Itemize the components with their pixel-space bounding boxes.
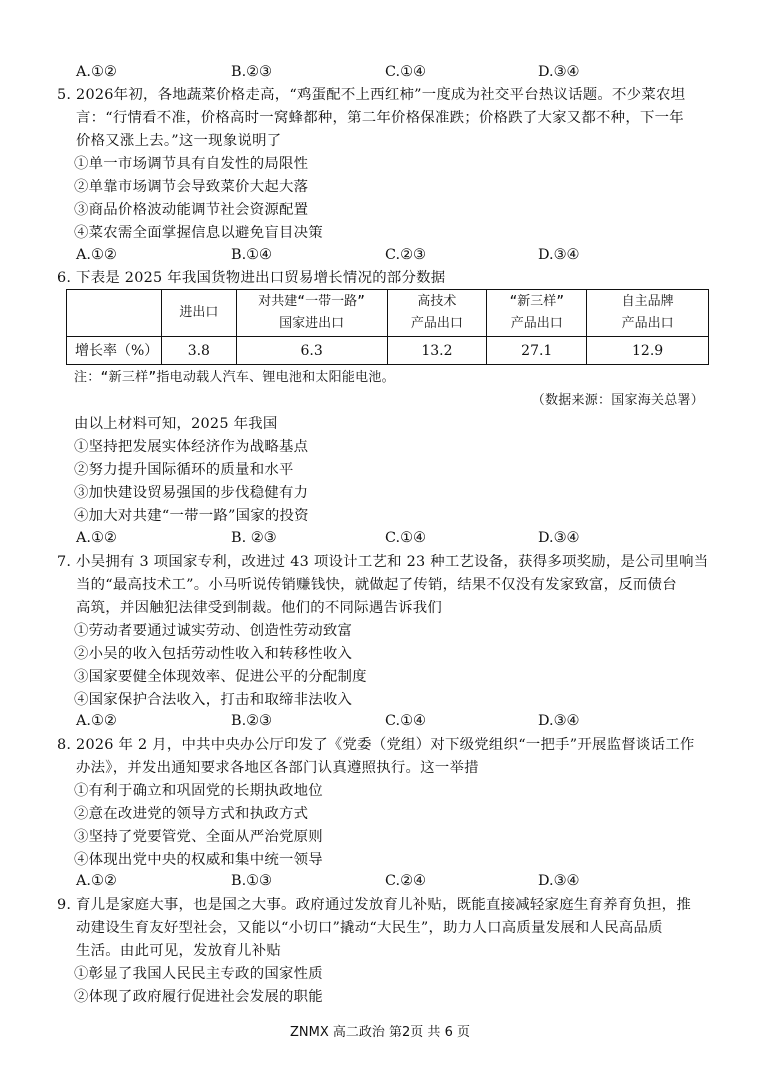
q7-stem-line-2: 当的“最高技术工”。小马听说传销赚钱快，就做起了传销，结果不仅没有发家致富，反而债台 bbox=[76, 577, 677, 593]
q9-item-1: ①彰显了我国人民民主专政的国家性质 bbox=[74, 966, 323, 982]
q9-stem-line-3: 生活。由此可见，发放育儿补贴 bbox=[76, 943, 281, 959]
q5-item-4: ④菜农需全面掌握信息以避免盲目决策 bbox=[74, 225, 323, 241]
q7-option-c: C.①④ bbox=[385, 713, 426, 729]
q5-stem-line-1: 5. 2026年初，各地蔬菜价格走高，“鸡蛋配不上西红柿”一度成为社交平台热议话题。不少菜农坦 bbox=[57, 87, 686, 103]
q5-option-d: D.③④ bbox=[538, 247, 580, 263]
q8-item-4: ④体现出党中央的权威和集中统一领导 bbox=[74, 852, 323, 868]
q7-stem-line-1: 7. 小吴拥有 3 项国家专利，改进过 43 项设计工艺和 23 种工艺设备，获得多项奖励，是公司里响当 bbox=[57, 554, 709, 570]
q6-option-c: C.①④ bbox=[385, 530, 426, 546]
q7-option-b: B.②③ bbox=[231, 713, 272, 729]
table-row-label: 增长率（%） bbox=[67, 337, 162, 365]
q6-option-b: B. ②③ bbox=[231, 530, 277, 546]
q5-stem-line-2: 言：“行情看不准，价格高时一窝蜂都种，第二年价格保准跌；价格跌了大家又都不种，下一年 bbox=[76, 110, 684, 126]
q4-option-a: A.①② bbox=[76, 64, 117, 80]
q5-item-2: ②单靠市场调节会导致菜价大起大落 bbox=[74, 179, 309, 195]
q7-stem-line-3: 高筑，并因触犯法律受到制裁。他们的不同际遇告诉我们 bbox=[76, 600, 443, 616]
q8-stem-line-2: 办法》，并发出通知要求各地区各部门认真遵照执行。这一举措 bbox=[76, 760, 479, 776]
table-header-cell: 高技术 产品出口 bbox=[387, 290, 487, 337]
q6-item-2: ②努力提升国际循环的质量和水平 bbox=[74, 462, 294, 478]
q7-option-a: A.①② bbox=[76, 713, 117, 729]
table-header-cell: “新三样” 产品出口 bbox=[487, 290, 587, 337]
q5-option-b: B.①④ bbox=[231, 247, 272, 263]
trade-growth-table bbox=[66, 289, 709, 365]
q6-item-4: ④加大对共建“一带一路”国家的投资 bbox=[74, 508, 309, 524]
q6-item-3: ③加快建设贸易强国的步伐稳健有力 bbox=[74, 485, 309, 501]
q8-item-3: ③坚持了党要管党、全面从严治党原则 bbox=[74, 829, 323, 845]
table-header-cell: 对共建“一带一路” 国家进出口 bbox=[236, 290, 387, 337]
q8-item-1: ①有利于确立和巩固党的长期执政地位 bbox=[74, 783, 323, 799]
table-note: 注：“新三样”指电动载人汽车、锂电池和太阳能电池。 bbox=[74, 370, 395, 385]
table-header-cell: 自主品牌 产品出口 bbox=[587, 290, 709, 337]
table-cell: 12.9 bbox=[587, 337, 709, 365]
q7-item-4: ④国家保护合法收入，打击和取缔非法收入 bbox=[74, 692, 353, 708]
table-header-cell: 进出口 bbox=[161, 290, 236, 337]
table-cell: 27.1 bbox=[487, 337, 587, 365]
q9-item-2: ②体现了政府履行促进社会发展的职能 bbox=[74, 989, 323, 1005]
q8-option-d: D.③④ bbox=[538, 873, 580, 889]
table-header-row bbox=[67, 290, 709, 337]
q5-stem-line-3: 价格又涨上去。”这一现象说明了 bbox=[76, 133, 282, 149]
table-row bbox=[67, 337, 709, 365]
q6-item-1: ①坚持把发展实体经济作为战略基点 bbox=[74, 439, 309, 455]
q8-option-c: C.②④ bbox=[385, 873, 426, 889]
table-source: （数据来源：国家海关总署） bbox=[531, 393, 704, 408]
q7-item-3: ③国家要健全体现效率、促进公平的分配制度 bbox=[74, 669, 367, 685]
page-footer: ZNMX 高二政治 第2页 共 6 页 bbox=[290, 1025, 470, 1040]
table-corner-cell bbox=[67, 290, 162, 337]
q9-stem-line-2: 动建设生育友好型社会，又能以“小切口”撬动“大民生”，助力人口高质量发展和人民高品质 bbox=[76, 920, 663, 936]
q8-option-b: B.①③ bbox=[231, 873, 272, 889]
q6-stem: 6. 下表是 2025 年我国货物进出口贸易增长情况的部分数据 bbox=[57, 270, 446, 286]
table-cell: 6.3 bbox=[236, 337, 387, 365]
q4-option-d: D.③④ bbox=[538, 64, 580, 80]
q8-item-2: ②意在改进党的领导方式和执政方式 bbox=[74, 806, 309, 822]
q6-option-d: D.③④ bbox=[538, 530, 580, 546]
table-cell: 3.8 bbox=[161, 337, 236, 365]
q6-option-a: A.①② bbox=[76, 530, 117, 546]
q4-option-c: C.①④ bbox=[385, 64, 426, 80]
q7-item-1: ①劳动者要通过诚实劳动、创造性劳动致富 bbox=[74, 623, 353, 639]
q9-stem-line-1: 9. 育儿是家庭大事，也是国之大事。政府通过发放育儿补贴，既能直接减轻家庭生育养育负担，推 bbox=[57, 897, 691, 913]
q7-option-d: D.③④ bbox=[538, 713, 580, 729]
q5-option-c: C.②③ bbox=[385, 247, 426, 263]
q7-item-2: ②小吴的收入包括劳动性收入和转移性收入 bbox=[74, 646, 353, 662]
q5-item-1: ①单一市场调节具有自发性的局限性 bbox=[74, 156, 309, 172]
q8-stem-line-1: 8. 2026 年 2 月，中共中央办公厅印发了《党委（党组）对下级党组织“一把手”开展监督谈话工作 bbox=[57, 737, 695, 753]
q6-lead: 由以上材料可知，2025 年我国 bbox=[74, 416, 278, 432]
table-cell: 13.2 bbox=[387, 337, 487, 365]
q8-option-a: A.①② bbox=[76, 873, 117, 889]
q4-option-b: B.②③ bbox=[231, 64, 272, 80]
q5-option-a: A.①② bbox=[76, 247, 117, 263]
q5-item-3: ③商品价格波动能调节社会资源配置 bbox=[74, 202, 309, 218]
